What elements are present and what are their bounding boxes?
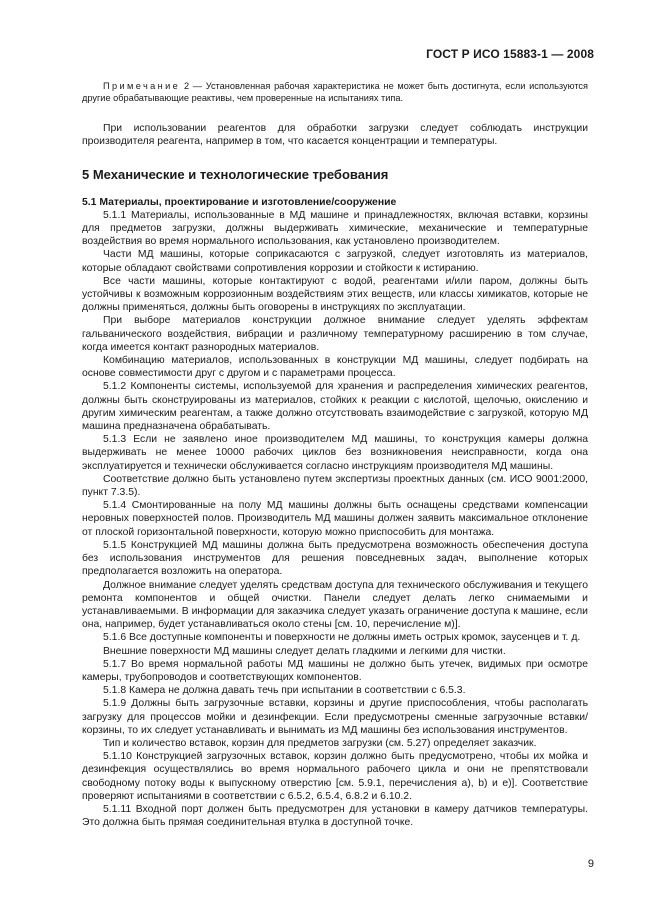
- paragraph: Части МД машины, которые соприкасаются с загрузкой, следует изготовлять из материалов, которые обладают свойствами сопротивления коррозии и стойкости к истиранию.: [82, 249, 588, 274]
- paragraph: 5.1.8 Камера не должна давать течь при испытании в соответствии с 6.5.3.: [103, 685, 466, 697]
- paragraph: 5.1.10 Конструкцией загрузочных вставок, корзин должно быть предусмотрено, чтобы их мойка и дезинфекция осуществлялись во время нормального рабочего цикла и они не препятствовали свободному потоку воды к выпускному отверстию [см. 5.9.1, перечисления а), b) и е)]. Соответствие проверяют испытаниями в соответствии с 6.5.2, 6.5.4, 6.8.2 и 6.10.2.: [82, 751, 588, 802]
- paragraph: 5.1.4 Смонтированные на полу МД машины должны быть оснащены средствами компенсации неровных поверхностей полов. Производитель МД машины должен заявить максимальное отклонение от плоской горизонтальной поверхности, которую можно приспособить для монтажа.: [82, 500, 588, 538]
- paragraph: 5.1.3 Если не заявлено иное производителем МД машины, то конструкция камеры должна выдерживать не менее 10000 рабочих циклов без возникновения неисправности, когда она эксплуатируется и технически обслуживается согласно инструкциям производителя МД машины.: [82, 434, 588, 472]
- document-body: [82, 80, 588, 829]
- paragraph: 5.1.5 Конструкцией МД машины должна быть предусмотрена возможность обеспечения доступа без использования инструментов для решения повседневных задач, выполнение которых предполагается возложить на оператора.: [82, 539, 588, 578]
- note-label: Примечание: [103, 81, 181, 91]
- paragraph: При выборе материалов конструкции должное внимание следует уделять эффектам гальванического воздействия, вибрации и различному температурному расширению в том случае, когда имеется контакт разнородных материалов.: [82, 315, 588, 353]
- document-header: ГОСТ Р ИСО 15883-1 — 2008: [426, 47, 594, 61]
- paragraph: Комбинацию материалов, использованных в конструкции МД машины, следует подбирать на основе совместимости друг с другом и с параметрами процесса.: [82, 355, 588, 380]
- paragraph: Соответствие должно быть установлено путем экспертизы проектных данных (см. ИСО 9001:2000, пункт 7.3.5).: [82, 473, 588, 499]
- paragraph: Должное внимание следует уделять средствам доступа для технического обслуживания и текущего ремонта компонентов и общей очистки. Панели следует делать легко снимаемыми и устанавливаемыми. В информации для заказчика следует указать ограничение доступа к машине, если она, например, будет устанавливаться около стены [см. 10, перечисление м)].: [82, 579, 588, 631]
- note-2: [82, 80, 588, 104]
- paragraph: 5.1.11 Входной порт должен быть предусмотрен для установки в камеру датчиков температуры. Это должна быть прямая соединительная втулка в доступной точке.: [82, 803, 588, 829]
- note-text: 2 — Установленная рабочая характеристика не может быть достигнута, если используются другие обрабатывающие реактивы, чем проверенные на испытаниях типа.: [82, 81, 588, 103]
- paragraph: 5.1.9 Должны быть загрузочные вставки, корзины и другие приспособления, чтобы располагать загрузку для процессов мойки и дезинфекции. Если предусмотрены сменные загрузочные вставки/корзины, то их следует устанавливать и вынимать из МД машины без использования инструментов.: [82, 698, 588, 736]
- page-number: 9: [587, 858, 594, 870]
- paragraph: 5.1.2 Компоненты системы, используемой для хранения и распределения химических реагентов, должны быть сконструированы из материалов, стойких к реакции с кислотой, щелочью, окислению и другим химическим реагентам, а также должно отсутствовать взаимодействие с загрузкой, которую МД машина предназначена обрабатывать.: [82, 381, 588, 433]
- paragraph: 5.1.1 Материалы, использованные в МД машине и принадлежностях, включая вставки, корзины для предметов загрузки, должны выдерживать химические, механические и температурные воздействия во время нормального использования, как установлено производителем.: [82, 209, 588, 248]
- paragraph: 5.1.6 Все доступные компоненты и поверхности не должны иметь острых кромок, заусенцев и т. д.: [103, 632, 581, 644]
- paragraph: Тип и количество вставок, корзин для предметов загрузки (см. 5.27) определяет заказчик.: [103, 737, 537, 749]
- paragraph: 5.1.7 Во время нормальной работы МД машины не должно быть утечек, видимых при осмотре камеры, трубопроводов и соответствующих компонентов.: [82, 658, 588, 683]
- intro-paragraph: При использовании реагентов для обработки загрузки следует соблюдать инструкции производителя реагента, например в том, что касается концентрации и температуры.: [82, 123, 588, 148]
- section-title: 5 Механические и технологические требования: [82, 167, 389, 183]
- spacer: [82, 114, 588, 122]
- paragraph: Внешние поверхности МД машины следует делать гладкими и легкими для чистки.: [103, 645, 506, 657]
- paragraph: Все части машины, которые контактируют с водой, реагентами и/или паром, должны быть устойчивы к возможным коррозионным воздействиям этих веществ, или классы химикатов, которые не должны применяться, должны быть оговорены в инструкциях по эксплуатации.: [82, 275, 588, 314]
- subsection-title: 5.1 Материалы, проектирование и изготовление/сооружение: [82, 196, 397, 208]
